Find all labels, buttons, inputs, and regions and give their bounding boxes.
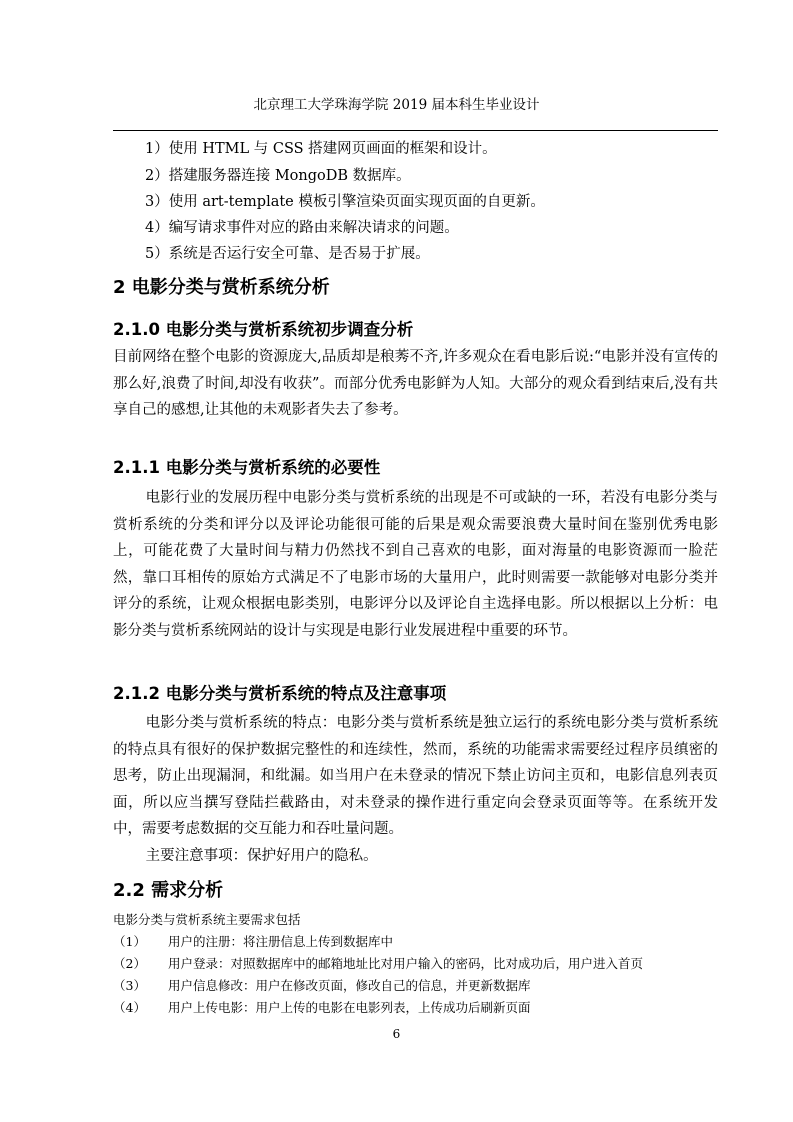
requirement-item <box>113 932 393 950</box>
requirement-item <box>113 976 531 994</box>
list-item-1: 1）使用 HTML 与 CSS 搭建网页画面的框架和设计。 <box>145 141 497 157</box>
requirement-number: （3） <box>113 978 146 993</box>
requirement-number: （1） <box>113 934 146 949</box>
requirements-intro: 电影分类与赏析系统主要需求包括 <box>113 912 301 927</box>
section-heading-2-1-1: 2.1.1 电影分类与赏析系统的必要性 <box>113 458 381 477</box>
requirement-text: 用户信息修改：用户在修改页面，修改自己的信息，并更新数据库 <box>168 978 531 993</box>
requirement-number: （2） <box>113 956 146 971</box>
list-item-5: 5）系统是否运行安全可靠、是否易于扩展。 <box>145 246 430 262</box>
paragraph-2-1-2: 电影分类与赏析系统的特点：电影分类与赏析系统是独立运行的系统电影分类与赏析系统的特点具有很好的保护数据完整性的和连续性，然而，系统的功能需求需要经过程序员缜密的思考，防止出现漏洞，和纰漏。如当用户在未登录的情况下禁止访问主页和，电影信息列表页面，所以应当撰写登陆拦截路由，对未登录的操作进行重定向会登录页面等等。在系统开发中，需要考虑数据的交互能力和吞吐量问题。 <box>113 715 718 837</box>
list-item-3: 3）使用 art-template 模板引擎渲染页面实现页面的自更新。 <box>145 194 545 210</box>
header-divider <box>113 130 718 131</box>
section-heading-2-2: 2.2 需求分析 <box>113 880 224 901</box>
paragraph-2-1-2-note: 主要注意事项：保护好用户的隐私。 <box>145 848 378 864</box>
section-heading-2-1-2: 2.1.2 电影分类与赏析系统的特点及注意事项 <box>113 684 447 703</box>
requirement-item <box>113 998 531 1016</box>
page-number: 6 <box>392 1027 401 1041</box>
section-heading-2-1-0: 2.1.0 电影分类与赏析系统初步调查分析 <box>113 320 414 339</box>
list-item-2: 2）搭建服务器连接 MongoDB 数据库。 <box>145 168 411 184</box>
requirement-text: 用户上传电影：用户上传的电影在电影列表，上传成功后刷新页面 <box>168 1000 531 1015</box>
page-header: 北京理工大学珠海学院 2019 届本科生毕业设计 <box>253 97 540 113</box>
section-heading-2: 2 电影分类与赏析系统分析 <box>113 277 330 298</box>
requirement-text: 用户的注册：将注册信息上传到数据库中 <box>168 934 394 949</box>
requirement-item <box>113 954 643 972</box>
list-item-4: 4）编写请求事件对应的路由来解决请求的问题。 <box>145 220 459 236</box>
requirement-text: 用户登录：对照数据库中的邮箱地址比对用户输入的密码，比对成功后，用户进入首页 <box>168 956 644 971</box>
requirement-number: （4） <box>113 1000 146 1015</box>
paragraph-2-1-0: 目前网络在整个电影的资源庞大,品质却是稂莠不齐,许多观众在看电影后说:“电影并没有宣传的那么好,浪费了时间,却没有收获”。而部分优秀电影鲜为人知。大部分的观众看到结束后,没有共享自己的感想,让其他的未观影者失去了参考。 <box>113 349 718 418</box>
paragraph-2-1-1: 电影行业的发展历程中电影分类与赏析系统的出现是不可或缺的一环，若没有电影分类与赏析系统的分类和评分以及评论功能很可能的后果是观众需要浪费大量时间在鉴别优秀电影上，可能花费了大量时间与精力仍然找不到自己喜欢的电影，面对海量的电影资源而一脸茫然，靠口耳相传的原始方式满足不了电影市场的大量用户，此时则需要一款能够对电影分类并评分的系统，让观众根据电影类别，电影评分以及评论自主选择电影。所以根据以上分析：电影分类与赏析系统网站的设计与实现是电影行业发展进程中重要的环节。 <box>113 490 718 639</box>
